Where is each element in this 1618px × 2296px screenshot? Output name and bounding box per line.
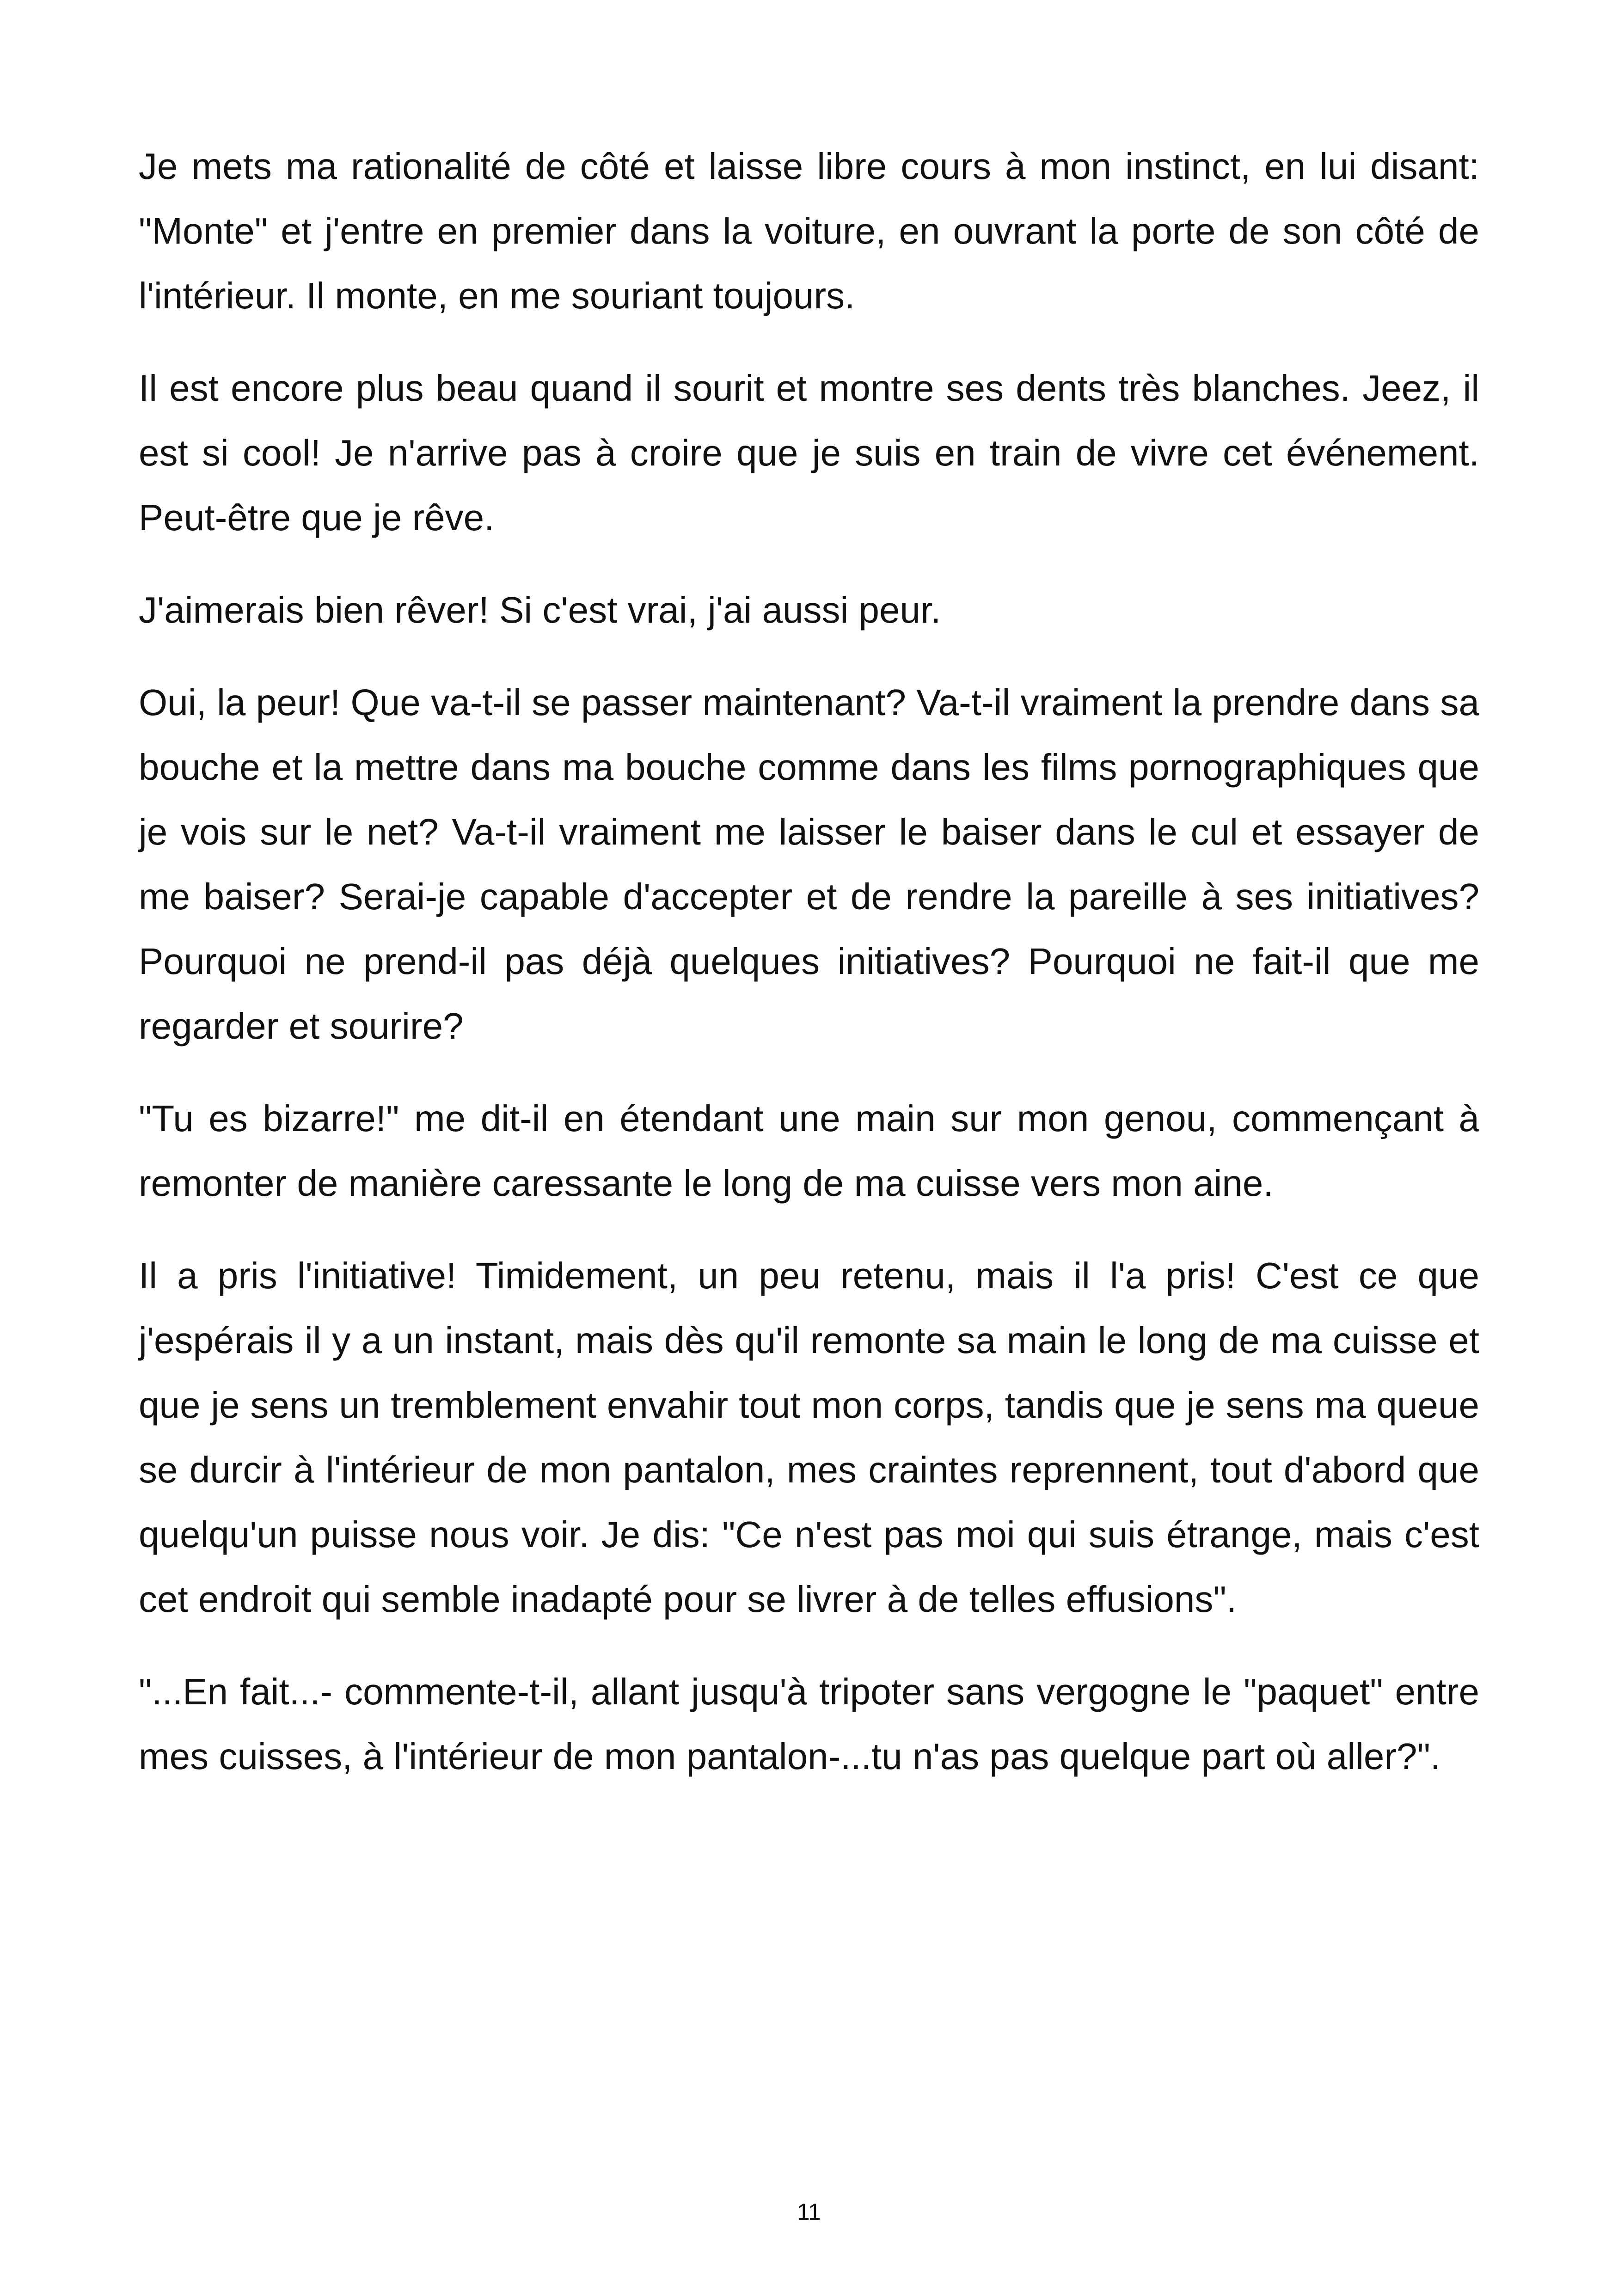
body-text xyxy=(139,134,1479,1817)
paragraph-2: Il est encore plus beau quand il sourit et montre ses dents très blanches. Jeez, il est si cool! Je n'arrive pas à croire que je suis en train de vivre cet événement. Peut-être que je rêve. xyxy=(139,367,1479,538)
page-number: 11 xyxy=(797,2199,821,2225)
paragraph-7: "...En fait...- commente-t-il, allant jusqu'à tripoter sans vergogne le "paquet" entre mes cuisses, à l'intérieur de mon pantalon-...tu n'as pas quelque part où aller?". xyxy=(139,1671,1479,1777)
paragraph-5: "Tu es bizarre!" me dit-il en étendant une main sur mon genou, commençant à remonter de manière caressante le long de ma cuisse vers mon aine. xyxy=(139,1098,1479,1204)
paragraph-3: J'aimerais bien rêver! Si c'est vrai, j'ai aussi peur. xyxy=(139,589,941,631)
paragraph-1: Je mets ma rationalité de côté et laisse libre cours à mon instinct, en lui disant: "Monte" et j'entre en premier dans la voiture, en ouvrant la porte de son côté de l'intérieur. Il monte, en me souriant toujours. xyxy=(139,146,1479,316)
paragraph-4: Oui, la peur! Que va-t-il se passer maintenant? Va-t-il vraiment la prendre dans sa bouche et la mettre dans ma bouche comme dans les films pornographiques que je vois sur le net? Va-t-il vraiment me laisser le baiser dans le cul et essayer de me baiser? Serai-je capable d'accepter et de rendre la pareille à ses initiatives? Pourquoi ne prend-il pas déjà quelques initiatives? Pourquoi ne fait-il que me regarder et sourire? xyxy=(139,682,1479,1047)
paragraph-6: Il a pris l'initiative! Timidement, un peu retenu, mais il l'a pris! C'est ce que j'espérais il y a un instant, mais dès qu'il remonte sa main le long de ma cuisse et que je sens un tremblement envahir tout mon corps, tandis que je sens ma queue se durcir à l'intérieur de mon pantalon, mes craintes reprennent, tout d'abord que quelqu'un puisse nous voir. Je dis: "Ce n'est pas moi qui suis étrange, mais c'est cet endroit qui semble inadapté pour se livrer à de telles effusions". xyxy=(139,1255,1479,1620)
